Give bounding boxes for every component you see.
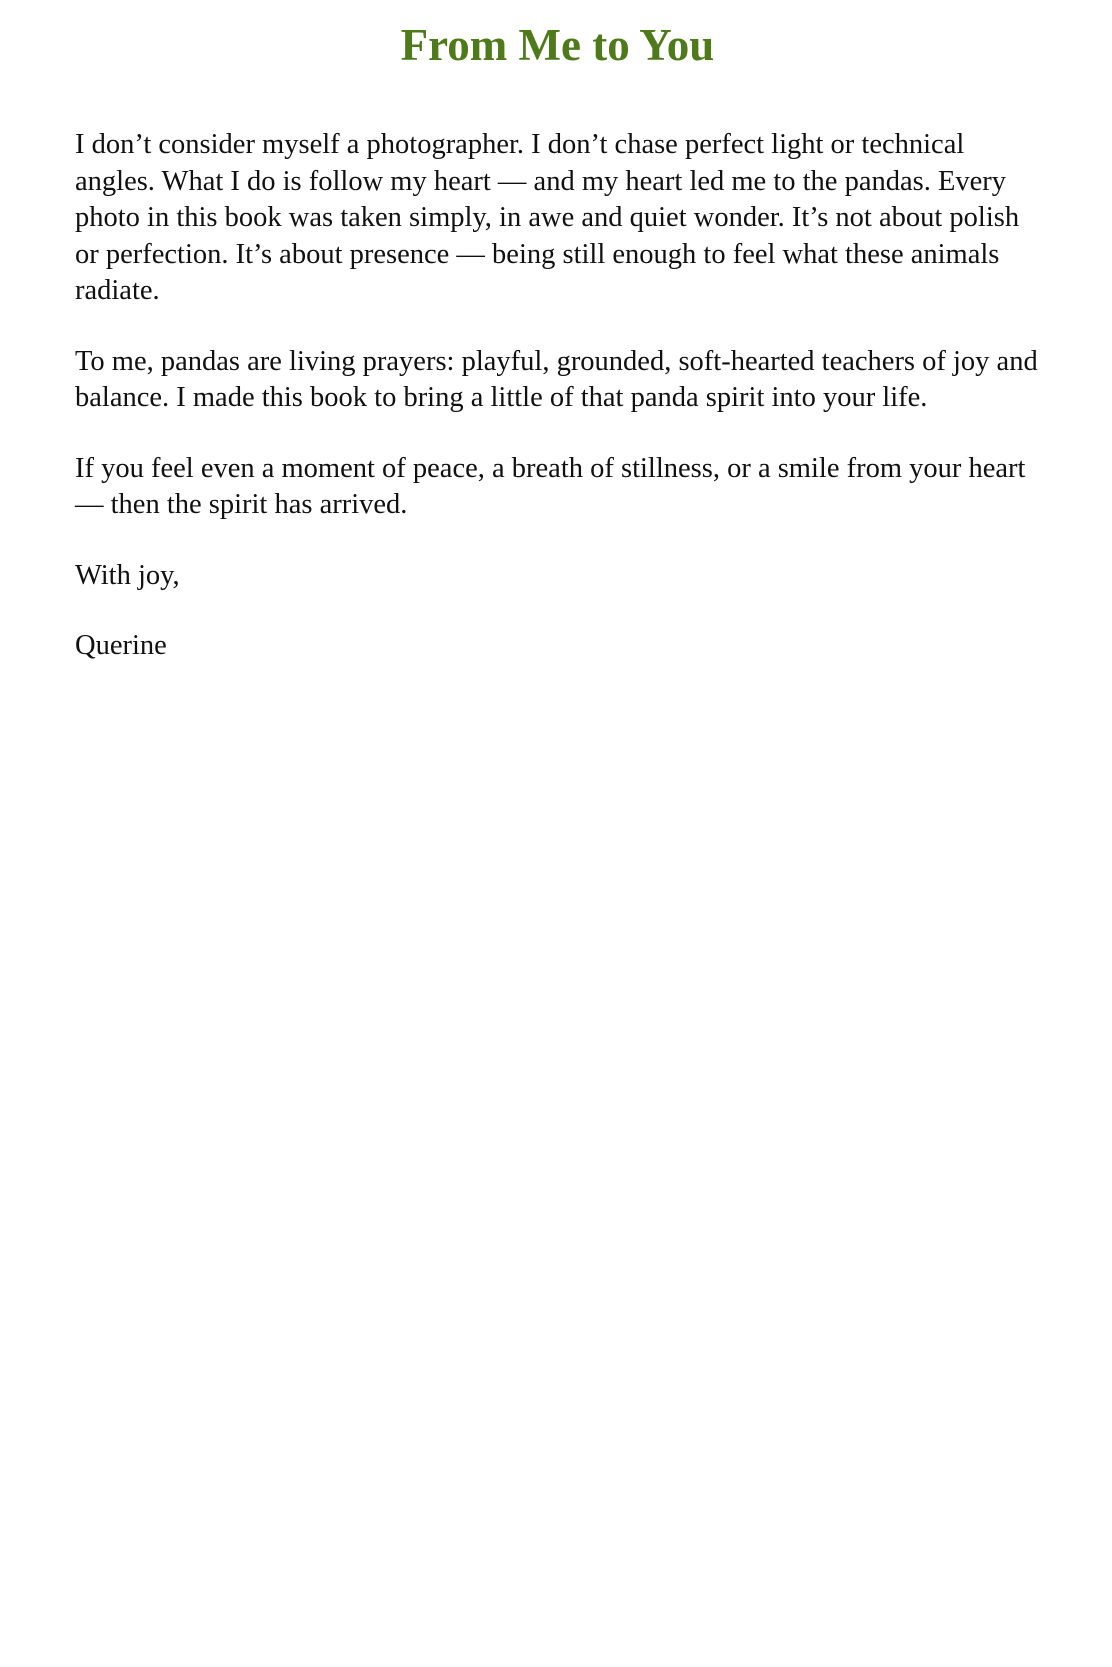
paragraph-2: To me, pandas are living prayers: playful, grounded, soft-hearted teachers of joy and balance. I made this book to bring a little of that panda spirit into your life. bbox=[75, 345, 1038, 413]
paragraph-3: If you feel even a moment of peace, a breath of stillness, or a smile from your heart — then the spirit has arrived. bbox=[75, 452, 1026, 520]
paragraph-1: I don’t consider myself a photographer. I don’t chase perfect light or technical angles. What I do is follow my heart — and my heart led me to the pandas. Every photo in this book was taken simply, in awe and quiet wonder. It’s not about polish or perfection. It’s about presence — being still enough to feel what these animals radiate. bbox=[75, 129, 1020, 306]
closing-line: With joy, bbox=[75, 559, 180, 591]
page-title: From Me to You bbox=[400, 20, 715, 70]
signature: Querine bbox=[75, 630, 167, 661]
letter-body bbox=[75, 127, 1040, 665]
